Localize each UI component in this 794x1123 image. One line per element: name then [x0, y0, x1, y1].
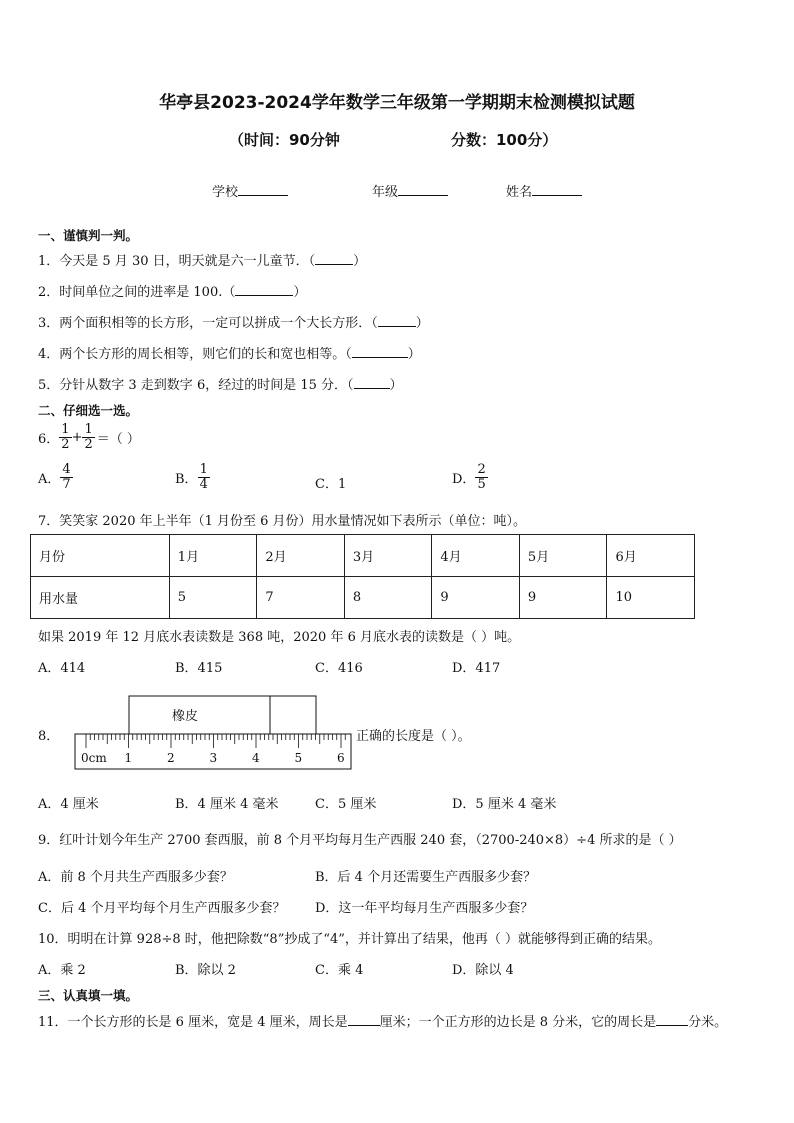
q6-option-a[interactable]: A． $\frac{4}{7}$	[38, 462, 71, 492]
table-cell: 8	[344, 577, 432, 619]
question-1: 1．今天是 5 月 30 日，明天就是六一儿童节．（ ）	[38, 254, 367, 269]
section3-title: 三、认真填一填。	[38, 988, 139, 1003]
question-2: 2．时间单位之间的进率是 100.（ ）	[38, 285, 307, 300]
school-label: 学校	[212, 185, 239, 200]
table-row	[31, 577, 695, 619]
q10-option-c[interactable]: C．乘 4	[315, 963, 364, 978]
q8-option-b[interactable]: B．4 厘米 4 毫米	[175, 797, 279, 812]
q6-option-b[interactable]: B． $\frac{1}{4}$	[175, 462, 208, 492]
ruler-tick-label: 5	[294, 751, 303, 765]
table-cell: 5月	[519, 535, 607, 577]
table-cell: 用水量	[31, 577, 170, 619]
q9-option-a[interactable]: A．前 8 个月共生产西服多少套？	[38, 870, 233, 885]
q9-option-d[interactable]: D．这一年平均每月生产西服多少套？	[315, 901, 534, 916]
q7-option-b[interactable]: B．415	[175, 661, 223, 676]
question-5: 5．分针从数字 3 走到数字 6，经过的时间是 15 分．（ ）	[38, 378, 403, 393]
q11-blank-1[interactable]	[348, 1025, 380, 1026]
score-label: 分数：100分）	[451, 131, 558, 149]
q8-option-a[interactable]: A．4 厘米	[38, 797, 99, 812]
question-8-number: 8．	[38, 729, 60, 744]
ruler-tick-label: 4	[252, 751, 260, 765]
q7-option-d[interactable]: D．417	[452, 661, 501, 676]
eraser-outline	[129, 696, 316, 734]
table-cell: 2月	[257, 535, 345, 577]
q6-option-c[interactable]: C．1	[315, 477, 347, 492]
school-field	[212, 181, 288, 200]
table-cell: 9	[519, 577, 607, 619]
time-label: （时间：90分钟	[229, 131, 340, 149]
fraction-2: $\frac{1}{2}$	[84, 422, 93, 452]
ruler-tick-label: 1	[124, 751, 133, 765]
water-usage-table	[30, 534, 695, 619]
q7-option-a[interactable]: A．414	[38, 661, 86, 676]
ruler-eraser-figure	[70, 692, 360, 774]
q6-option-d[interactable]: D． $\frac{2}{5}$	[452, 462, 486, 492]
question-7-text: 如果 2019 年 12 月底水表读数是 368 吨，2020 年 6 月底水表的读数是（ ）吨。	[38, 630, 521, 645]
fraction-1: $\frac{1}{2}$	[61, 422, 70, 452]
q9-option-c[interactable]: C．后 4 个月平均每个月生产西服多少套？	[38, 901, 286, 916]
table-cell: 7	[257, 577, 345, 619]
question-3: 3．两个面积相等的长方形，一定可以拼成一个大长方形．（ ）	[38, 316, 429, 331]
ruler-tick-label: 6	[337, 751, 345, 765]
q10-option-b[interactable]: B．除以 2	[175, 963, 236, 978]
ruler-tick-label: 3	[209, 751, 218, 765]
question-7-stem: 7．笑笑家 2020 年上半年（1 月份至 6 月份）用水量情况如下表所示（单位：吨）。	[38, 514, 527, 529]
table-cell: 4月	[432, 535, 520, 577]
table-header-row	[31, 535, 695, 577]
question-4: 4．两个长方形的周长相等，则它们的长和宽也相等。（ ）	[38, 347, 421, 362]
table-cell: 9	[432, 577, 520, 619]
page-title: 华亭县2023-2024学年数学三年级第一学期期末检测模拟试题	[159, 93, 635, 113]
name-label: 姓名	[506, 185, 533, 200]
ruler-tick-label: 0cm	[81, 751, 107, 765]
q8-option-c[interactable]: C．5 厘米	[315, 797, 377, 812]
table-cell: 3月	[344, 535, 432, 577]
grade-field	[372, 181, 448, 200]
question-8-stem: 正确的长度是（ ）。	[356, 729, 471, 744]
question-6: 6． $\frac{1}{2}$ + $\frac{1}{2}$ ＝（ ）	[38, 422, 140, 452]
grade-label: 年级	[372, 185, 399, 200]
table-cell: 月份	[31, 535, 170, 577]
name-field	[506, 181, 582, 200]
table-cell: 6月	[607, 535, 695, 577]
eraser-label: 橡皮	[172, 709, 199, 724]
q7-option-c[interactable]: C．416	[315, 661, 363, 676]
question-9-stem: 9．红叶计划今年生产 2700 套西服，前 8 个月平均每月生产西服 240 套，（2700-240×8）÷4 所求的是（ ）	[38, 833, 682, 848]
q10-option-a[interactable]: A．乘 2	[38, 963, 86, 978]
table-cell: 10	[607, 577, 695, 619]
section2-title: 二、仔细选一选。	[38, 403, 139, 418]
question-11: 11．一个长方形的长是 6 厘米，宽是 4 厘米，周长是 厘米；一个正方形的边长是 8 分米，它的周长是 分米。	[38, 1015, 728, 1030]
table-cell: 5	[169, 577, 257, 619]
question-10-stem: 10．明明在计算 928÷8 时，他把除数“8”抄成了“4”，并计算出了结果，他再（ ）就能够得到正确的结果。	[38, 932, 662, 947]
q10-option-d[interactable]: D．除以 4	[452, 963, 514, 978]
q9-option-b[interactable]: B．后 4 个月还需要生产西服多少套？	[315, 870, 537, 885]
table-cell: 1月	[169, 535, 257, 577]
q8-option-d[interactable]: D．5 厘米 4 毫米	[452, 797, 557, 812]
ruler-tick-label: 2	[167, 751, 175, 765]
section1-title: 一、谨慎判一判。	[38, 228, 139, 243]
q11-blank-2[interactable]	[656, 1025, 688, 1026]
